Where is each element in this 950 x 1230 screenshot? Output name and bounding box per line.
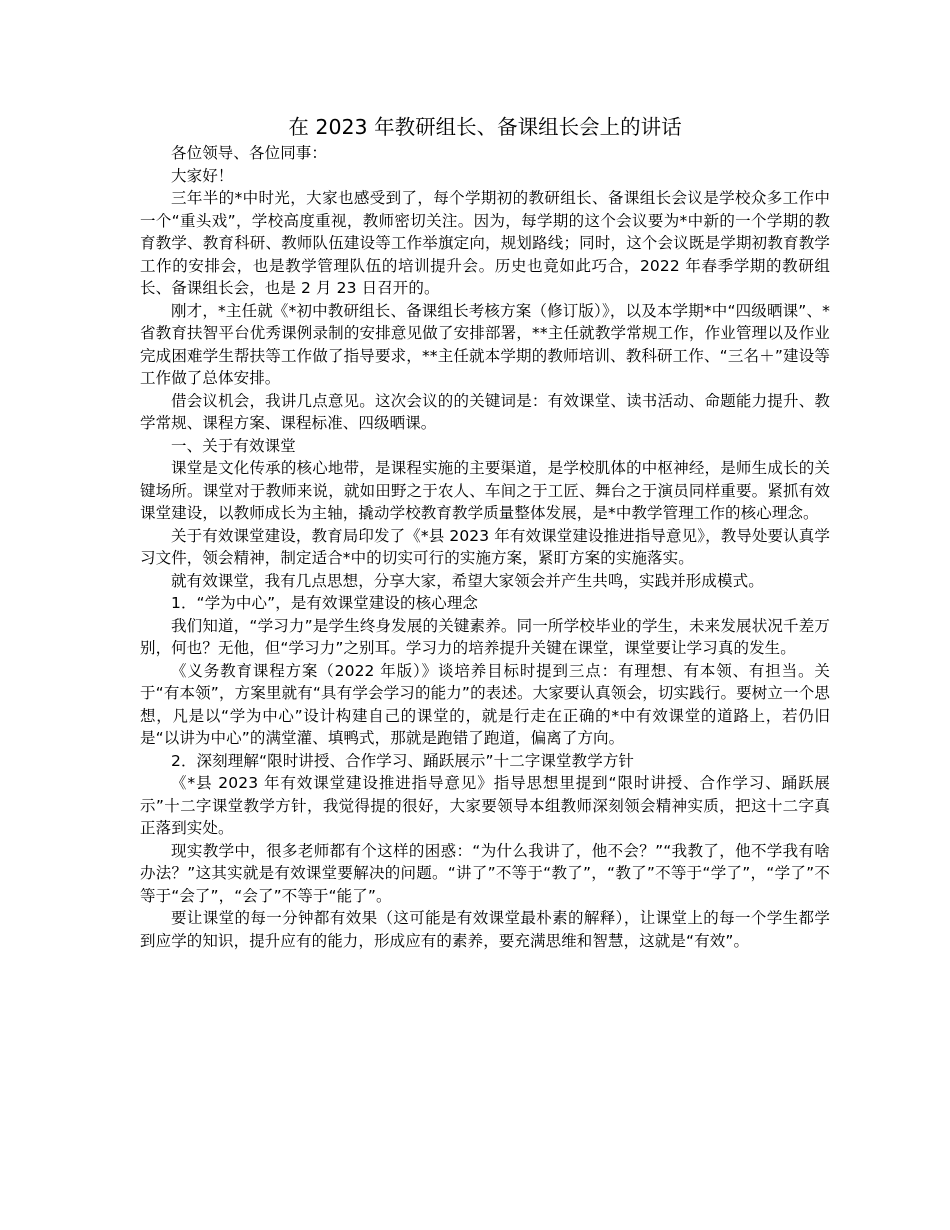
- body-paragraph: 要让课堂的每一分钟都有效果（这可能是有效课堂最朴素的解释），让课堂上的每一个学生都学到应学的知识，提升应有的能力，形成应有的素养，要充满思维和智慧，这就是“有效”。: [140, 909, 830, 950]
- document-page: [140, 112, 830, 952]
- body-paragraph: 就有效课堂，我有几点思想，分享大家，希望大家领会并产生共鸣，实践并形成模式。: [171, 571, 764, 590]
- greeting-all: 大家好！: [171, 166, 234, 185]
- subsection-heading: 1．“学为中心”，是有效课堂建设的核心理念: [171, 594, 479, 612]
- body-paragraph: 关于有效课堂建设，教育局印发了《*县 2023 年有效课堂建设推进指导意见》，教导处要认真学习文件，领会精神，制定适合*中的切实可行的实施方案，紧盯方案的实施落实。: [140, 526, 830, 567]
- subsection-heading: 2．深刻理解“限时讲授、合作学习、踊跃展示”十二字课堂教学方针: [171, 751, 635, 770]
- body-paragraph: 《*县 2023 年有效课堂建设推进指导意见》指导思想里提到“限时讲授、合作学习、踊跃展示”十二字课堂教学方针，我觉得提的很好，大家要领导本组教师深刻领会精神实质，把这十二字真正落到实处。: [140, 774, 830, 837]
- body-paragraph: 刚才，*主任就《*初中教研组长、备课组长考核方案（修订版）》，以及本学期*中“四级晒课”、*省教育扶智平台优秀课例录制的安排意见做了安排部署，**主任就教学常规工作，作业管理以及作业完成困难学生帮扶等工作做了指导要求，**主任就本学期的教师培训、教科研工作、“三名＋”建设等工作做了总体安排。: [140, 301, 830, 387]
- body-paragraph: 三年半的*中时光，大家也感受到了，每个学期初的教研组长、备课组长会议是学校众多工作中一个“重头戏”，学校高度重视，教师密切关注。因为，每学期的这个会议要为*中新的一个学期的教育教学、教育科研、教师队伍建设等工作举旗定向，规划路线；同时，这个会议既是学期初教育教学工作的安排会，也是教学管理队伍的培训提升会。历史也竟如此巧合，2022 年春季学期的教研组长、备课组长会，也是 2 月 23 日召开的。: [140, 189, 830, 297]
- body-paragraph: 我们知道，“学习力”是学生终身发展的关键素养。同一所学校毕业的学生，未来发展状况千差万别，何也？无他，但“学习力”之别耳。学习力的培养提升关键在课堂，课堂要让学习真的发生。: [140, 616, 830, 657]
- greeting-leaders: 各位领导、各位同事：: [171, 144, 328, 162]
- document-title: 在 2023 年教研组长、备课组长会上的讲话: [288, 115, 682, 139]
- body-paragraph: 借会议机会，我讲几点意见。这次会议的的关键词是：有效课堂、读书活动、命题能力提升、教学常规、课程方案、课程标准、四级晒课。: [140, 391, 830, 432]
- body-paragraph: 现实教学中，很多老师都有个这样的困惑：“为什么我讲了，他不会？”“我教了，他不学我有啥办法？”这其实就是有效课堂要解决的问题。“讲了”不等于“教了”，“教了”不等于“学了”，“学了”不等于“会了”，“会了”不等于“能了”。: [140, 841, 830, 905]
- section-heading: 一、关于有效课堂: [171, 436, 296, 455]
- body-paragraph: 《义务教育课程方案（2022 年版）》谈培养目标时提到三点：有理想、有本领、有担当。关于“有本领”，方案里就有“具有学会学习的能力”的表述。大家要认真领会，切实践行。要树立一个思想，凡是以“学为中心”设计构建自己的课堂的，就是行走在正确的*中有效课堂的道路上，若仍旧是“以讲为中心”的满堂灌、填鸭式，那就是跑错了跑道，偏离了方向。: [140, 661, 830, 747]
- body-paragraph: 课堂是文化传承的核心地带，是课程实施的主要渠道，是学校肌体的中枢神经，是师生成长的关键场所。课堂对于教师来说，就如田野之于农人、车间之于工匠、舞台之于演员同样重要。紧抓有效课堂建设，以教师成长为主轴，撬动学校教育教学质量整体发展，是*中教学管理工作的核心理念。: [140, 459, 830, 522]
